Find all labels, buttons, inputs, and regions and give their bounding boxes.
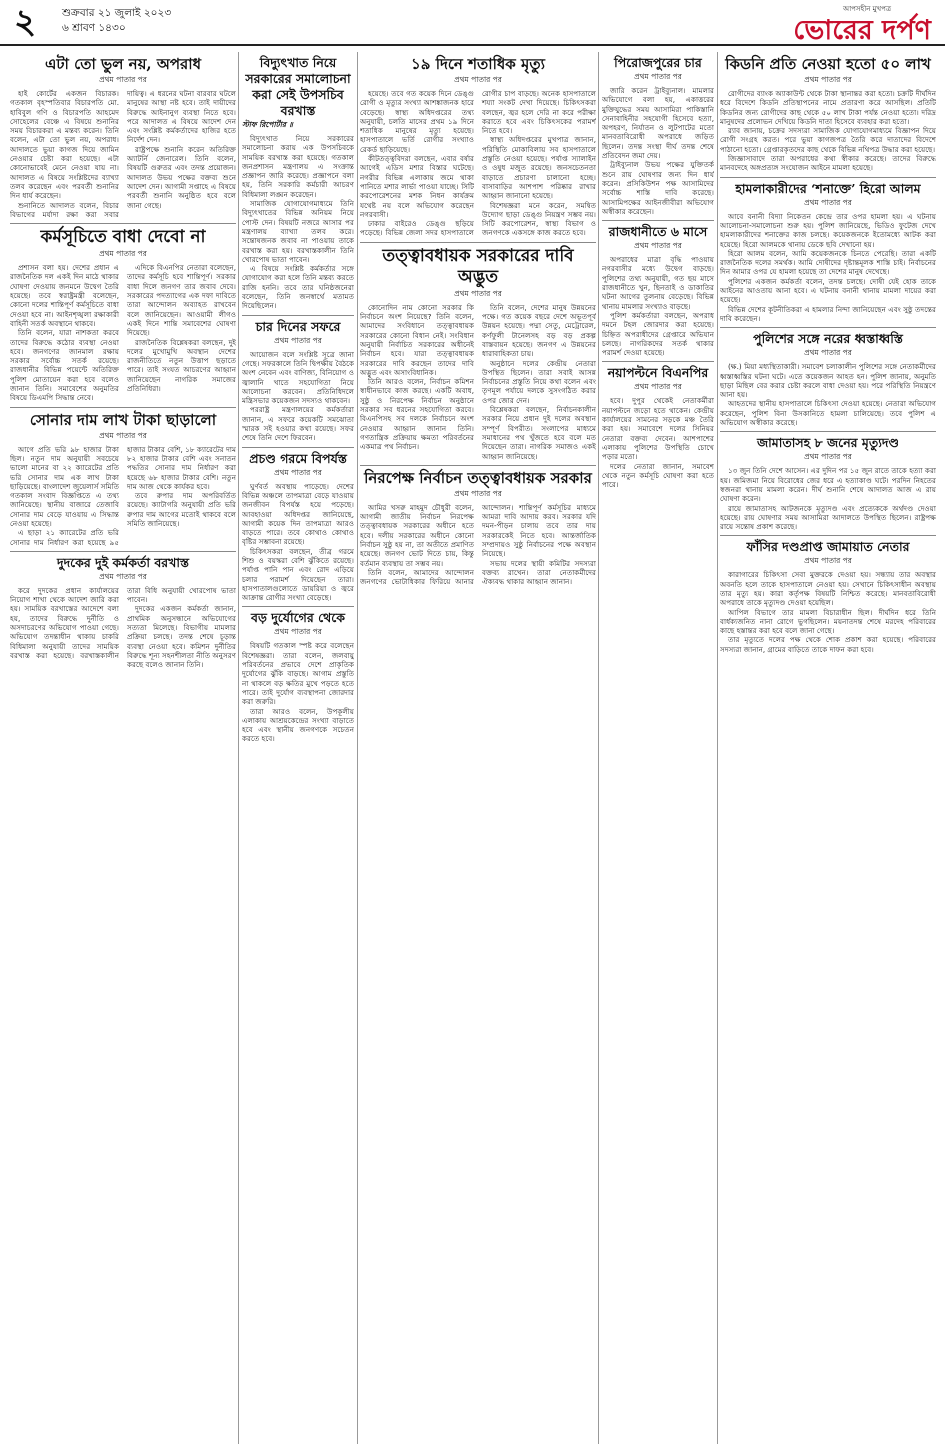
article-body: [720, 466, 936, 531]
article-paragraph: পুলিশ কর্মকর্তারা বলছেন, অপরাধ দমনে টহল জোরদার করা হয়েছে। চিহ্নিত অপরাধীদের গ্রেপ্তারে অভিযান চলছে। নাগরিকদের সতর্ক থাকার পরামর্শ দেওয়া হয়েছে।: [602, 310, 714, 358]
column-5: [720, 52, 936, 1444]
article-byline: স্টাফ রিপোর্টার ॥: [242, 120, 293, 129]
article-headline: কর্মসূচিতে বাধা দেবো না: [40, 227, 206, 248]
article-body: [10, 263, 236, 402]
article-body: [720, 570, 936, 654]
article-paragraph: শুনানিতে আদালত বলেন, বিচার বিভাগের মর্যাদা রক্ষা করা সবার দায়িত্ব। এ ধরনের ঘটনা বারবার ঘটলে মানুষের আস্থা নষ্ট হবে। তাই দায়ীদের বিরুদ্ধে আইনানুগ ব্যবস্থা নিতে হবে। পরে আদালত এ বিষয়ে আদেশ দেন এবং সংশ্লিষ্ট কর্মকর্তাদের হাজির হতে নির্দেশ দেন।: [10, 89, 236, 219]
article-paragraph: আগে প্রতি ভরি ৯৮ হাজার টাকা ছিল। নতুন দাম অনুযায়ী সবচেয়ে ভালো মানের বা ২২ ক্যারেটের প্রতি ভরি সোনার দাম এক লাখ টাকা ছাড়িয়েছে। বাংলাদেশ জুয়েলার্স সমিতি গতকাল সংবাদ বিজ্ঞপ্তিতে এ তথ্য জানিয়েছে। স্থানীয় বাজারে তেজাবি সোনার দাম বেড়ে যাওয়ায় এ সিদ্ধান্ত নেওয়া হয়েছে।: [10, 444, 119, 528]
article-paragraph: আহতদের স্থানীয় হাসপাতালে চিকিৎসা দেওয়া হয়েছে। নেতারা অভিযোগ করেছেন, পুলিশ বিনা উসকানিতে হামলা চালিয়েছে। তবে পুলিশ এ অভিযোগ অস্বীকার করেছে।: [720, 399, 936, 428]
news-article: [720, 328, 936, 432]
article-paragraph: তার মৃত্যুতে দলের পক্ষ থেকে শোক প্রকাশ করা হয়েছে। পরিবারের সদস্যরা জানান, গ্রামের বাড়িতে তাকে দাফন করা হবে।: [720, 635, 936, 654]
article-body: [602, 86, 714, 216]
continued-from-label: প্রথম পাতার পর: [99, 430, 147, 440]
article-body: [720, 89, 936, 173]
news-article: [10, 52, 236, 224]
article-paragraph: ১৩ জুন তিনি দেশে আসেন। এর দুদিন পর ১৫ জুন রাতে তাকে হত্যা করা হয়। জমিজমা নিয়ে বিরোধের জের ধরে এ হত্যাকাণ্ড ঘটে। পরদিন নিহতের স্বজনরা থানায় মামলা করেন। দীর্ঘ শুনানি শেষে আদালত আজ এ রায় ঘোষণা করেন।: [720, 466, 936, 504]
article-paragraph: সামাজিক যোগাযোগমাধ্যমে তিনি বিদ্যুৎখাতের বিভিন্ন অনিয়ম নিয়ে পোস্ট দেন। বিষয়টি নজরে আসার পর মন্ত্রণালয় ব্যাখ্যা তলব করে। সন্তোষজনক জবাব না পাওয়ায় তাকে বরখাস্ত করা হয়। বরখাস্তকালীন তিনি খোরপোষ ভাতা পাবেন।: [242, 199, 354, 264]
continued-from-label: প্রথম পাতার পর: [99, 571, 147, 581]
article-paragraph: জারি করেন ট্রাইব্যুনাল। মামলার অভিযোগে বলা হয়, একাত্তরের মুক্তিযুদ্ধের সময় আসামিরা পাকিস্তানি সেনাবাহিনীর সহযোগী হিসেবে হত্যা, অপহরণ, নির্যাতন ও লুটপাটের মতো মানবতাবিরোধী অপরাধে জড়িত ছিলেন। তদন্ত সংস্থা দীর্ঘ তদন্ত শেষে প্রতিবেদন জমা দেয়।: [602, 86, 714, 161]
news-article: [720, 432, 936, 536]
article-headline: হামলাকারীদের ‘শনাক্তে’ হিরো আলম: [735, 180, 921, 196]
article-paragraph: অপরাধের মাত্রা বৃদ্ধি পাওয়ায় নগরবাসীর মধ্যে উদ্বেগ বাড়ছে। পুলিশের তথ্য অনুযায়ী, গত ছয় মাসে রাজধানীতে খুন, ছিনতাই ও ডাকাতির ঘটনা আগের তুলনায় বেড়েছে। বিভিন্ন থানায় মামলার সংখ্যাও বাড়ছে।: [602, 255, 714, 311]
article-headline: পিরোজপুরের চার: [614, 55, 702, 70]
column-divider: [238, 52, 239, 1444]
article-paragraph: ঢাকার বাইরেও ডেঙ্গু ছড়িয়ে পড়েছে। বিভিন্ন জেলা সদর হাসপাতালে রোগীর চাপ বাড়ছে। অনেক হাসপাতালে শয্যা সংকট দেখা দিয়েছে। চিকিৎসকরা বলছেন, জ্বর হলে দেরি না করে পরীক্ষা করাতে হবে এবং চিকিৎসকের পরামর্শ নিতে হবে।: [360, 89, 596, 238]
date-line-gregorian: শুক্রবার ২১ জুলাই ২০২৩: [62, 7, 172, 19]
article-paragraph: কারাগারের চিকিৎসা সেবা মুক্তরকে দেওয়া হয়। সন্ধ্যায় তার অবস্থার অবনতি হলে তাকে হাসপাতালে নেওয়া হয়। সেখানে চিকিৎসাধীন অবস্থায় তার মৃত্যু হয়। কারা কর্তৃপক্ষ বিষয়টি নিশ্চিত করেছে। মানবতাবিরোধী অপরাধে তাকে মৃত্যুদণ্ড দেওয়া হয়েছিল।: [720, 570, 936, 608]
news-article: [602, 52, 714, 221]
article-paragraph: বিষয়টি গতকাল স্পষ্ট করে বলেছেন বিশেষজ্ঞরা। তারা বলেন, জলবায়ু পরিবর্তনের প্রভাবে দেশে প্রাকৃতিক দুর্যোগের ঝুঁকি বাড়ছে। আগাম প্রস্তুতি না থাকলে বড় ক্ষতির মুখে পড়তে হতে পারে। তাই দুর্যোগ ব্যবস্থাপনা জোরদার করা জরুরি।: [242, 641, 354, 707]
article-paragraph: জিজ্ঞাসাবাদে তারা অপরাধের কথা স্বীকার করেছে। তাদের বিরুদ্ধে মানবদেহে অঙ্গপ্রত্যঙ্গ সংযোজন আইনে মামলা হয়েছে।: [720, 154, 936, 173]
news-article: [360, 52, 596, 243]
column-4: [602, 52, 714, 1444]
article-headline: রাজধানীতে ৬ মাসে: [608, 224, 708, 240]
news-article: [10, 552, 236, 674]
article-headline: ১৯ দিনে শতাধিক মৃত্যু: [411, 55, 545, 73]
article-paragraph: এ ছাড়া ২১ ক্যারেটের প্রতি ভরি সোনার দাম নির্ধারণ করা হয়েছে ৯৫ হাজার টাকার বেশি, ১৮ ক্যারেটের দাম ৮২ হাজার টাকার বেশি এবং সনাতন পদ্ধতির সোনার দাম নির্ধারণ করা হয়েছে ৬৮ হাজার টাকার বেশি। নতুন দাম আজ থেকে কার্যকর হবে।: [10, 444, 236, 547]
continued-from-label: প্রথম পাতার পর: [634, 382, 682, 392]
article-paragraph: বিশ্লেষকরা বলছেন, নির্বাচনকালীন সরকার নিয়ে প্রধান দুই দলের অবস্থান সম্পূর্ণ বিপরীত। সংলাপের মাধ্যমে সমাধানের পথ খুঁজতে হবে বলে মত দিয়েছেন তারা। নাগরিক সমাজও একই আহ্বান জানিয়েছে।: [482, 405, 596, 461]
continued-from-label: প্রথম পাতার পর: [804, 197, 852, 207]
article-body: [720, 362, 936, 427]
article-body: [360, 89, 596, 238]
continued-from-label: প্রথম পাতার পর: [454, 75, 502, 84]
article-body: [242, 482, 354, 603]
article-paragraph: এদিকে বিএনপির নেতারা বলেছেন, তাদের কর্মসূচি হবে শান্তিপূর্ণ। সরকার বাধা দিলে জনগণ তার জবাব দেবে। সরকারের পদত্যাগের এক দফা দাবিতে তারা আন্দোলন অব্যাহত রাখবেন বলে জানিয়েছেন। আওয়ামী লীগও একই দিনে শান্তি সমাবেশের ঘোষণা দিয়েছে।: [127, 263, 236, 338]
article-headline: জামাতাসহ ৮ জনের মৃত্যুদণ্ড: [756, 435, 900, 451]
article-paragraph: কোনোদিন নাম কোনো সরকার কি নির্বাচনে অংশ নিয়েছে? তিনি বলেন, আমাদের সংবিধানে তত্ত্বাবধায়ক সরকারের কোনো বিধান নেই। সংবিধান অনুযায়ী নির্বাচিত সরকারের অধীনেই নির্বাচন হবে। যারা তত্ত্বাবধায়ক সরকারের দাবি করছেন তাদের দাবি অদ্ভুত এবং অসাংবিধানিক।: [360, 302, 474, 377]
continued-from-label: প্রথম পাতার পর: [804, 452, 852, 462]
continued-from-label: প্রথম পাতার পর: [634, 72, 682, 81]
article-body: [242, 134, 354, 311]
news-article: [360, 243, 596, 466]
article-headline: প্রচণ্ড গরমে বিপর্যস্ত: [249, 450, 347, 466]
article-headline: নিরপেক্ষ নির্বাচন তত্ত্বাবধায়ক সরকার: [364, 468, 592, 487]
continued-from-label: প্রথম পাতার পর: [454, 288, 502, 298]
article-paragraph: দলের নেতারা জানান, সমাবেশ থেকে নতুন কর্মসূচি ঘোষণা করা হতে পারে।: [602, 461, 714, 490]
article-headline: এটা তো ভুল নয়, অপরাধ: [44, 55, 202, 73]
logo-tagline: আপসহীন মুখপত্র: [842, 5, 891, 13]
column-divider: [717, 52, 718, 1444]
article-body: [242, 350, 354, 443]
article-headline: ফাঁসির দণ্ডপ্রাপ্ত জামায়াত নেতার: [746, 539, 910, 555]
issue-date: [62, 6, 171, 36]
news-article: [242, 448, 354, 608]
news-article: [602, 362, 714, 493]
date-line-bengali: ৬ শ্রাবণ ১৪৩০: [62, 22, 126, 34]
news-article: [720, 178, 936, 329]
continued-from-label: প্রথম পাতার পর: [804, 75, 852, 84]
article-paragraph: প্রশাসন বলা হয়। দেশের প্রধান এ রাজনৈতিক দল একই দিন মাঠে থাকার ঘোষণা দেওয়ায় জনমনে উদ্বেগ তৈরি হয়েছে। তবে স্বরাষ্ট্রমন্ত্রী বলেছেন, কোনো দলের শান্তিপূর্ণ কর্মসূচিতে বাধা দেওয়া হবে না। আইনশৃঙ্খলা রক্ষাকারী বাহিনী সতর্ক অবস্থানে থাকবে।: [10, 263, 119, 328]
article-paragraph: ঘুর্ণবর্ত অবস্থায় পাড়েছে। দেশের বিভিন্ন অঞ্চলে তাপমাত্রা বেড়ে যাওয়ায় জনজীবন বিপর্যস্ত হয়ে পড়েছে। আবহাওয়া অধিদপ্তর জানিয়েছে, আগামী কয়েক দিন তাপমাত্রা আরও বাড়তে পারে। তবে কোথাও কোথাও বৃষ্টির সম্ভাবনা রয়েছে।: [242, 481, 354, 547]
article-headline: নয়াপল্টনে বিএনপির: [607, 365, 709, 381]
column-3: [360, 52, 596, 1444]
article-paragraph: করে দুদকের প্রধান কার্যালয়ের নিয়োগ শাখা থেকে আদেশ জারি করা হয়। সাময়িক বরখাস্তের আদেশে বলা হয়, তাদের বিরুদ্ধে দুর্নীতি ও অসদাচরণের অভিযোগ পাওয়া গেছে। অভিযোগ তদন্তাধীন থাকায় চাকরি বিধিমালা অনুযায়ী তাদের সাময়িক বরখাস্ত করা হয়েছে। বরখাস্তকালীন তারা বিধি অনুযায়ী খোরপোষ ভাতা পাবেন।: [10, 585, 236, 660]
news-article: [720, 52, 936, 178]
article-paragraph: (ক্ষ.) মিয়া মধ্যস্থিতাকারী। সমাবেশ চলাকালীন পুলিশের সঙ্গে নেতাকর্মীদের ধ্বস্তাধ্বস্তির ঘটনা ঘটে। এতে কয়েকজন আহত হন। পুলিশ জানায়, অনুমতি ছাড়া মিছিল বের করার চেষ্টা করলে বাধা দেওয়া হয়। পরে পরিস্থিতি নিয়ন্ত্রণে আনা হয়।: [720, 362, 936, 400]
continued-from-label: প্রথম পাতার পর: [274, 467, 322, 477]
article-paragraph: আবে বনানী বিদ্যা নিকেতন কেন্দ্রে তার ওপর হামলা হয়। এ ঘটনায় আলোচনা-সমালোচনা শুরু হয়। পুলিশ জানিয়েছে, ভিডিও ফুটেজ দেখে হামলাকারীদের শনাক্তের কাজ চলছে। কয়েকজনকে ইতোমধ্যে আটক করা হয়েছে। হিরো আলমকে থানায় ডেকে ছবি দেখানো হয়।: [720, 211, 936, 249]
article-paragraph: সভায় দলের স্থায়ী কমিটির সদস্যরা বক্তব্য রাখেন। তারা নেতাকর্মীদের ঐক্যবদ্ধ থাকার আহ্বান জানান।: [482, 558, 596, 587]
column-divider: [598, 52, 599, 1444]
news-article: [242, 316, 354, 448]
continued-from-label: প্রথম পাতার পর: [804, 348, 852, 358]
article-paragraph: পুলিশের একজন কর্মকর্তা বলেন, তদন্ত চলছে। দোষী যেই হোক তাকে আইনের আওতায় আনা হবে। এ ঘটনায় বনানী থানায় মামলা দায়ের করা হয়েছে।: [720, 276, 936, 305]
article-paragraph: র‍্যাব জানায়, চক্রের সদস্যরা সামাজিক যোগাযোগমাধ্যমে বিজ্ঞাপন দিয়ে রোগী সংগ্রহ করত। পরে ভুয়া কাগজপত্র তৈরি করে দাতাদের বিদেশে পাঠানো হতো। গ্রেপ্তারকৃতদের কাছ থেকে বিভিন্ন নথিপত্র উদ্ধার করা হয়েছে।: [720, 126, 936, 154]
continued-from-label: প্রথম পাতার পর: [634, 241, 682, 251]
continued-from-label: প্রথম পাতার পর: [454, 488, 502, 498]
article-paragraph: তারা আরও বলেন, উপকূলীয় এলাকায় আশ্রয়কেন্দ্রের সংখ্যা বাড়াতে হবে এবং স্থানীয় জনগণকে সচেতন করতে হবে।: [242, 706, 354, 744]
page-number: ২: [14, 2, 37, 42]
article-paragraph: রাষ্ট্রপক্ষে শুনানি করেন অতিরিক্ত অ্যাটর্নি জেনারেল। তিনি বলেন, বিষয়টি গুরুতর এবং তদন্ত প্রয়োজন। আদালত উভয় পক্ষের বক্তব্য শুনে আদেশ দেন। আগামী সপ্তাহে এ বিষয়ে পরবর্তী শুনানি অনুষ্ঠিত হবে বলে জানা গেছে।: [127, 144, 236, 210]
masthead: [0, 0, 945, 46]
article-paragraph: হবে। দুপুর থেকেই নেতাকর্মীরা নয়াপল্টনে জড়ো হতে থাকেন। কেন্দ্রীয় কার্যালয়ের সামনের সড়কে মঞ্চ তৈরি করা হয়। সমাবেশে দলের সিনিয়র নেতারা বক্তব্য দেবেন। আশপাশের এলাকায় পুলিশের উপস্থিতি চোখে পড়ার মতো।: [602, 396, 714, 462]
article-paragraph: তিনি আরও বলেন, নির্বাচন কমিশন স্বাধীনভাবে কাজ করছে। একটি অবাধ, সুষ্ঠু ও নিরপেক্ষ নির্বাচন অনুষ্ঠানে সরকার সব ধরনের সহযোগিতা করবে। বিএনপিসহ সব দলকে নির্বাচনে অংশ নেওয়ার আহ্বান জানান তিনি। গণতান্ত্রিক প্রক্রিয়ায় ক্ষমতা পরিবর্তনের একমাত্র পথ নির্বাচন।: [360, 377, 474, 452]
article-paragraph: রোগীদের ব্যাংক অ্যাকাউন্ট থেকে টাকা স্থানান্তর করা হতো। চক্রটি দীর্ঘদিন ধরে বিদেশে কিডনি প্রতিস্থাপনের নামে প্রতারণা করে আসছিল। প্রতিটি কিডনির জন্য রোগীদের কাছ থেকে ৫০ লাখ টাকা পর্যন্ত নেওয়া হতো। দরিদ্র মানুষদের প্রলোভন দেখিয়ে কিডনি দাতা হিসেবে ব্যবহার করা হতো।: [720, 89, 936, 126]
article-headline: দুদকের দুই কর্মকর্তা বরখাস্ত: [57, 554, 189, 570]
news-article: [602, 221, 714, 362]
article-headline: বিদ্যুৎখাত নিয়ে সরকারের সমালোচনা করা সেই উপসচিব বরখাস্ত: [245, 55, 351, 118]
news-article: [360, 466, 596, 591]
article-paragraph: হাই কোর্টের একজন বিচারক। গতকাল বৃহস্পতিবার বিচারপতি মো. হাবিবুল গণি ও বিচারপতি আহমেদ সোহেলের বেঞ্চে এ বিষয়ে শুনানির সময় বিচারকরা এ মন্তব্য করেন। তিনি বলেন, এটা তো ভুল নয়, অপরাধ। আদালতে ভুয়া কাগজ দিয়ে জামিন নেওয়ার চেষ্টা করা হয়েছে। এটা কোনোভাবেই মেনে নেওয়া যায় না। আদালত এ বিষয়ে সংশ্লিষ্টদের ব্যাখ্যা তলব করেছেন এবং পরবর্তী শুনানির দিন ধার্য করেছেন।: [10, 89, 119, 201]
article-paragraph: তিনি বলেন, যারা নাশকতা করবে তাদের বিরুদ্ধে কঠোর ব্যবস্থা নেওয়া হবে। জনগণের জানমাল রক্ষায় সরকার সর্বোচ্চ সতর্ক রয়েছে। রাজধানীর বিভিন্ন পয়েন্টে অতিরিক্ত পুলিশ মোতায়েন করা হবে বলেও জানান তিনি। সমাবেশের অনুমতির বিষয়ে ডিএমপি সিদ্ধান্ত নেবে।: [10, 328, 119, 403]
article-paragraph: হয়েছে। তবে গত কয়েক দিনে ডেঙ্গু রোগী ও মৃত্যুর সংখ্যা আশঙ্কাজনক হারে বেড়েছে। স্বাস্থ্য অধিদপ্তরের তথ্য অনুযায়ী, চলতি মাসের প্রথম ১৯ দিনে শতাধিক মানুষের মৃত্যু হয়েছে। হাসপাতালে ভর্তি রোগীর সংখ্যাও রেকর্ড ছাড়িয়েছে।: [360, 89, 474, 154]
article-headline: কিডনি প্রতি নেওয়া হতো ৫০ লাখ: [725, 55, 931, 73]
article-paragraph: আমির খসরু মাহমুদ চৌধুরী বলেন, আগামী জাতীয় নির্বাচন নিরপেক্ষ তত্ত্বাবধায়ক সরকারের অধীনে হতে হবে। দলীয় সরকারের অধীনে কোনো নির্বাচন সুষ্ঠু হয় না, তা অতীতে প্রমাণিত হয়েছে। জনগণ ভোট দিতে চায়, কিন্তু বর্তমান ব্যবস্থায় তা সম্ভব নয়।: [360, 502, 474, 568]
article-paragraph: ট্রাইব্যুনাল উভয় পক্ষের যুক্তিতর্ক শুনে রায় ঘোষণার জন্য দিন ধার্য করেন। প্রসিকিউশন পক্ষ আসামিদের সর্বোচ্চ শাস্তি দাবি করেছে। আসামিপক্ষের আইনজীবীরা অভিযোগ অস্বীকার করেছেন।: [602, 160, 714, 216]
logo-text: ভোরের দর্পণ: [793, 15, 931, 46]
article-headline: পুলিশের সঙ্গে নরের ধ্বস্তাধ্বস্তি: [753, 331, 903, 347]
article-headline: তত্ত্বাবধায়ক সরকারের দাবি অদ্ভুত: [382, 245, 574, 287]
news-article: [720, 536, 936, 658]
news-article: [10, 408, 236, 552]
article-paragraph: তিনি বলেন, আমাদের আন্দোলন জনগণের ভোটাধিকার ফিরিয়ে আনার আন্দোলন। শান্তিপূর্ণ কর্মসূচির মাধ্যমে আমরা দাবি আদায় করব। সরকার যদি দমন-পীড়ন চালায় তবে তার দায় সরকারকেই নিতে হবে। আন্তর্জাতিক সম্প্রদায়ও সুষ্ঠু নির্বাচনের পক্ষে অবস্থান নিয়েছে।: [360, 502, 596, 587]
article-body: [242, 641, 354, 743]
article-paragraph: চিকিৎসকরা বলছেন, তীব্র গরমে শিশু ও বয়স্করা বেশি ঝুঁকিতে রয়েছে। পর্যাপ্ত পানি পান এবং রোদ এড়িয়ে চলার পরামর্শ দিয়েছেন তারা। হাসপাতালগুলোতে ডায়রিয়া ও জ্বরে আক্রান্ত রোগীর সংখ্যা বেড়েছে।: [242, 546, 354, 603]
continued-from-label: প্রথম পাতার পর: [274, 627, 322, 637]
article-body: [720, 212, 936, 324]
article-paragraph: অনুষ্ঠানে দলের কেন্দ্রীয় নেতারা উপস্থিত ছিলেন। তারা সবাই আসন্ন নির্বাচনের প্রস্তুতি নিয়ে কথা বলেন এবং তৃণমূল পর্যায়ে দলকে সুসংগঠিত করার ওপর জোর দেন।: [482, 358, 596, 405]
news-article: [242, 52, 354, 316]
column-1: [10, 52, 236, 1444]
news-article: [242, 607, 354, 747]
article-paragraph: রাজনৈতিক বিশ্লেষকরা বলছেন, দুই দলের মুখোমুখি অবস্থান দেশের রাজনীতিতে নতুন উত্তাপ ছড়াতে পারে। তাই সংযত আচরণের আহ্বান জানিয়েছেন নাগরিক সমাজের প্রতিনিধিরা।: [127, 337, 236, 394]
article-body: [602, 255, 714, 357]
article-body: [10, 586, 236, 670]
article-paragraph: হিরো আলম বলেন, আমি কয়েকজনকে চিনতে পেরেছি। তারা একটি রাজনৈতিক দলের সমর্থক। আমি দোষীদের দৃষ্টান্তমূলক শাস্তি চাই। নির্বাচনের দিন আমার ওপর যে হামলা হয়েছে তা দেশের মানুষ দেখেছে।: [720, 248, 936, 277]
article-paragraph: তিনি বলেন, দেশের মানুষ উন্নয়নের পক্ষে। গত কয়েক বছরে দেশে অভূতপূর্ব উন্নয়ন হয়েছে। পদ্মা সেতু, মেট্রোরেল, কর্ণফুলী টানেলসহ বড় বড় প্রকল্প বাস্তবায়ন হয়েছে। জনগণ এ উন্নয়নের ধারাবাহিকতা চায়।: [482, 302, 596, 359]
article-paragraph: এ বিষয়ে সংশ্লিষ্ট কর্মকর্তার সঙ্গে যোগাযোগ করা হলে তিনি মন্তব্য করতে রাজি হননি। তবে তার ঘনিষ্ঠজনেরা বলেছেন, তিনি জনস্বার্থে মতামত দিয়েছিলেন।: [242, 264, 354, 311]
article-body: [360, 503, 596, 587]
column-2: [242, 52, 354, 1444]
article-paragraph: বিভিন্ন দেশের কূটনীতিকরা এ হামলার নিন্দা জানিয়েছেন এবং সুষ্ঠু তদন্তের দাবি করেছেন।: [720, 304, 936, 323]
article-paragraph: আয়োজন বলে সংশ্লিষ্ট সূত্রে জানা গেছে। সফরকালে তিনি দ্বিপক্ষীয় বৈঠকে অংশ নেবেন এবং বাণিজ্য, বিনিয়োগ ও জ্বালানি খাতে সহযোগিতা নিয়ে আলোচনা করবেন। প্রতিনিধিদলে মন্ত্রিসভার কয়েকজন সদস্যও থাকবেন।: [242, 349, 354, 406]
continued-from-label: প্রথম পাতার পর: [274, 335, 322, 345]
article-body: [10, 445, 236, 547]
article-paragraph: আপিল বিভাগে তার মামলা বিচারাধীন ছিল। দীর্ঘদিন ধরে তিনি বার্ধক্যজনিত নানা রোগে ভুগছিলেন। ময়নাতদন্ত শেষে মরদেহ পরিবারের কাছে হস্তান্তর করা হবে বলে জানা গেছে।: [720, 607, 936, 636]
article-headline: সোনার দাম লাখ টাকা ছাড়ালো: [29, 410, 217, 429]
newspaper-logo: [793, 3, 931, 47]
continued-from-label: প্রথম পাতার পর: [99, 249, 147, 259]
article-body: [602, 396, 714, 489]
article-paragraph: স্বাস্থ্য অধিদপ্তরের মুখপাত্র জানান, পরিস্থিতি মোকাবিলায় সব হাসপাতালে প্রস্তুতি নেওয়া হয়েছে। পর্যাপ্ত স্যালাইন ও ওষুধ মজুত রয়েছে। জনসচেতনতা বাড়াতে প্রচারণা চালানো হচ্ছে। বাসাবাড়ির আশপাশ পরিষ্কার রাখার আহ্বান জানানো হয়েছে।: [482, 135, 596, 201]
article-headline: চার দিনের সফরে: [255, 318, 341, 334]
article-paragraph: দুদকের একজন কর্মকর্তা জানান, প্রাথমিক অনুসন্ধানে অভিযোগের সত্যতা মিলেছে। বিভাগীয় মামলার প্রক্রিয়া চলছে। তদন্ত শেষে চূড়ান্ত ব্যবস্থা নেওয়া হবে। কমিশন দুর্নীতির বিরুদ্ধে শূন্য সহনশীলতা নীতি অনুসরণ করছে বলেও জানান তিনি।: [127, 604, 236, 670]
article-paragraph: তবে রুপার দাম অপরিবর্তিত রয়েছে। ক্যাটাগরি অনুযায়ী প্রতি ভরি রুপার দাম আগের মতোই থাকবে বলে সমিতি জানিয়েছে।: [127, 491, 236, 528]
article-body: [360, 303, 596, 461]
continued-from-label: প্রথম পাতার পর: [99, 75, 147, 84]
article-paragraph: কীটতত্ত্ববিদরা বলছেন, এবার বর্ষার আগেই এডিস মশার বিস্তার ঘটেছে। নগরীর বিভিন্ন এলাকায় জমে থাকা পানিতে মশার লার্ভা পাওয়া যাচ্ছে। সিটি করপোরেশনের মশক নিধন কার্যক্রম যথেষ্ট নয় বলে অভিযোগ করেছেন নগরবাসী।: [360, 154, 474, 219]
continued-from-label: প্রথম পাতার পর: [804, 556, 852, 566]
news-article: [10, 224, 236, 407]
column-divider: [357, 52, 358, 1444]
article-body: [10, 89, 236, 219]
article-paragraph: পররাষ্ট্র মন্ত্রণালয়ের কর্মকর্তারা জানান, এ সফরে কয়েকটি সমঝোতা স্মারক সই হওয়ার কথা রয়েছে। সফর শেষে তিনি দেশে ফিরবেন।: [242, 405, 354, 443]
article-paragraph: বিশেষজ্ঞরা মনে করেন, সমন্বিত উদ্যোগ ছাড়া ডেঙ্গু নিয়ন্ত্রণ সম্ভব নয়। সিটি করপোরেশন, স্বাস্থ্য বিভাগ ও জনগণকে একসঙ্গে কাজ করতে হবে।: [482, 200, 596, 238]
article-paragraph: বিদ্যুৎখাত নিয়ে সরকারের সমালোচনা করায় এক উপসচিবকে সাময়িক বরখাস্ত করা হয়েছে। গতকাল জনপ্রশাসন মন্ত্রণালয় এ সংক্রান্ত প্রজ্ঞাপন জারি করেছে। প্রজ্ঞাপনে বলা হয়, তিনি সরকারি কর্মচারী আচরণ বিধিমালা লঙ্ঘন করেছেন।: [242, 134, 354, 199]
article-paragraph: রায়ে জামাতাসহ আটজনকে মৃত্যুদণ্ড এবং প্রত্যেককে অর্থদণ্ড দেওয়া হয়েছে। রায় ঘোষণার সময় আসামিরা আদালতে উপস্থিত ছিলেন। রাষ্ট্রপক্ষ রায়ে সন্তোষ প্রকাশ করেছে।: [720, 503, 936, 532]
article-headline: বড় দুর্যোগের থেকে: [250, 610, 346, 626]
